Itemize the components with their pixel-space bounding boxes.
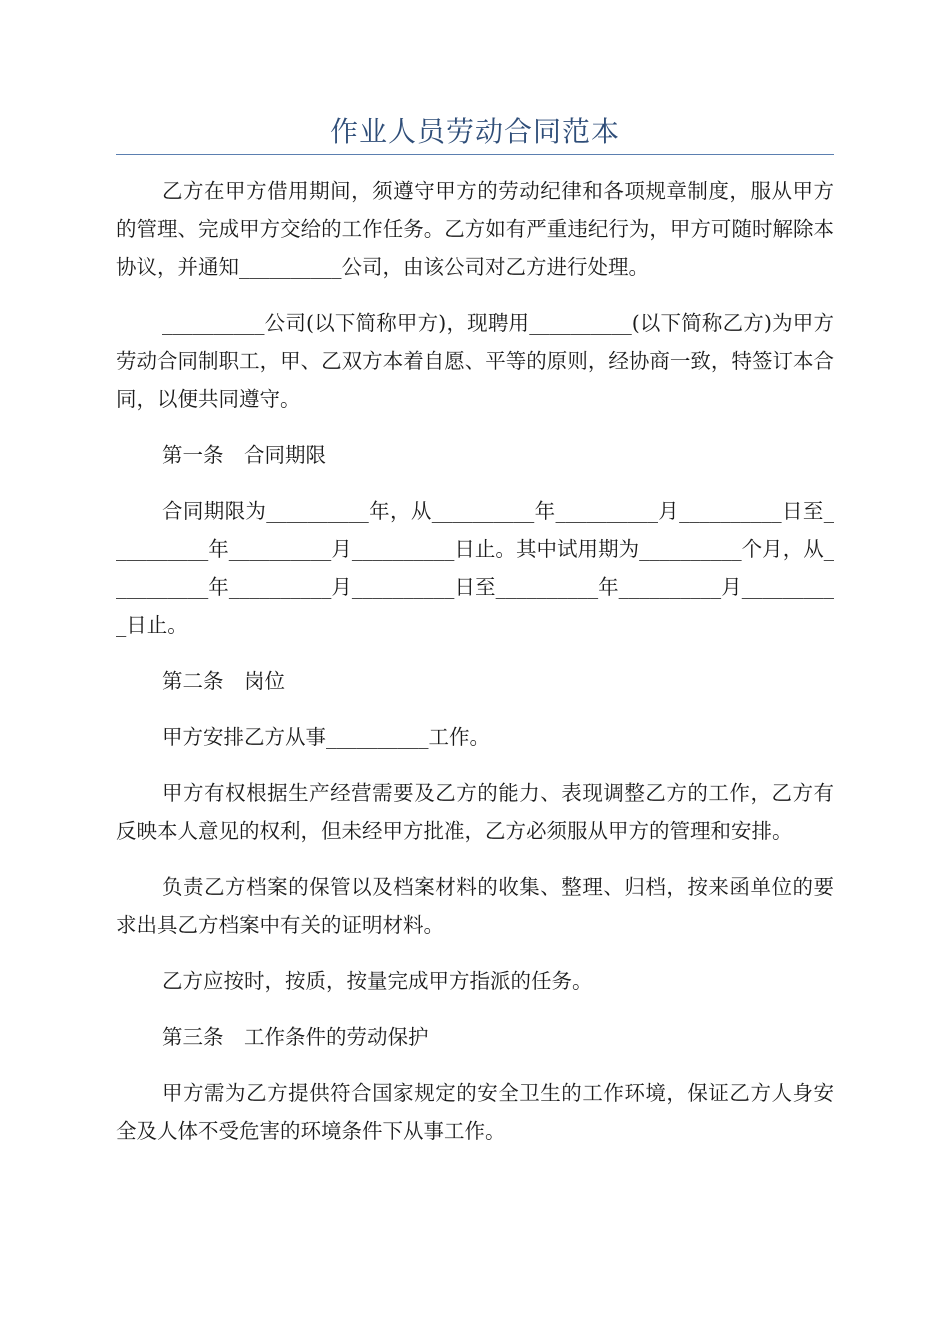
article-3-heading: 第三条 工作条件的劳动保护 — [162, 1025, 429, 1049]
document-title: 作业人员劳动合同范本 — [329, 115, 620, 148]
paragraph-borrowing-terms: 乙方在甲方借用期间，须遵守甲方的劳动纪律和各项规章制度，服从甲方的管理、完成甲方交给的工作任务。乙方如有严重违纪行为，甲方可随时解除本协议，并通知__________公司，由该公司对乙方进行处理。 — [116, 179, 834, 279]
article-2-heading: 第二条 岗位 — [162, 669, 285, 693]
paragraph-position: 甲方安排乙方从事__________工作。 — [162, 725, 490, 749]
paragraph-archives: 负责乙方档案的保管以及档案材料的收集、整理、归档，按来函单位的要求出具乙方档案中有关的证明材料。 — [116, 875, 834, 937]
title-underline — [116, 154, 834, 155]
article-1-heading: 第一条 合同期限 — [162, 443, 326, 467]
paragraph-adjustment: 甲方有权根据生产经营需要及乙方的能力、表现调整乙方的工作，乙方有反映本人意见的权利，但未经甲方批准，乙方必须服从甲方的管理和安排。 — [116, 781, 834, 843]
paragraph-contract-term: 合同期限为__________年，从__________年__________月__________日至__________年__________月__________日止。其中试用期为__________个月，从__________年__________月__________日至__________年__________月__________日止。 — [116, 499, 834, 637]
paragraph-parties: __________公司(以下简称甲方)，现聘用__________(以下简称乙方)为甲方劳动合同制职工，甲、乙双方本着自愿、平等的原则，经协商一致，特签订本合同，以便共同遵守。 — [116, 311, 834, 411]
paragraph-duties: 乙方应按时，按质，按量完成甲方指派的任务。 — [162, 969, 593, 993]
document-body — [116, 172, 834, 1168]
paragraph-safety: 甲方需为乙方提供符合国家规定的安全卫生的工作环境，保证乙方人身安全及人体不受危害的环境条件下从事工作。 — [116, 1081, 834, 1143]
